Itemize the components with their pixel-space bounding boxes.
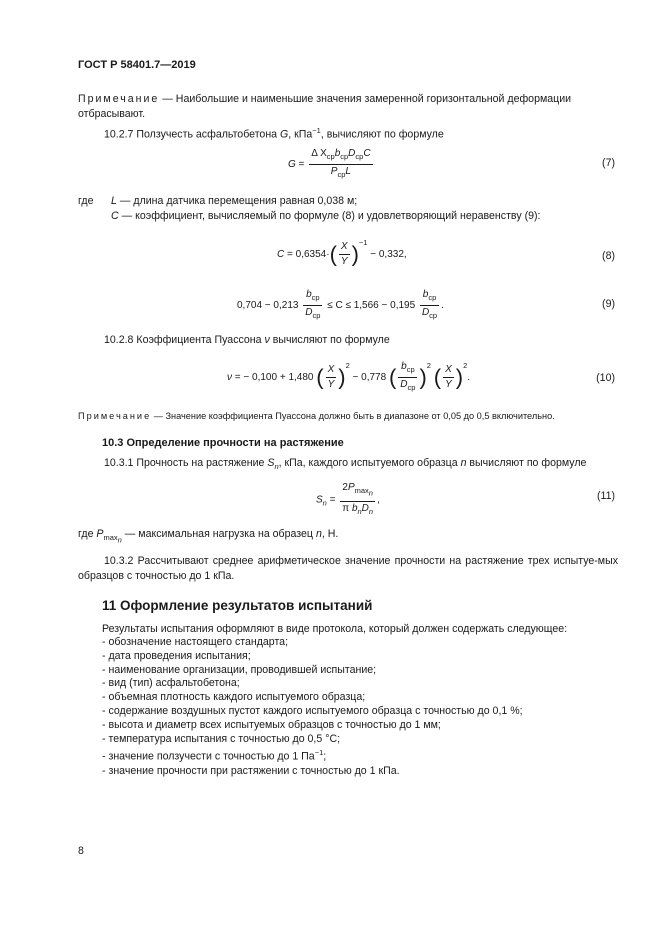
eq10-fraction-2 (398, 361, 417, 394)
where-C (111, 210, 540, 222)
where-P-max (78, 528, 338, 545)
eq10-exp1: 2 (345, 361, 350, 371)
document-header: ГОСТ Р 58401.7—2019 (78, 59, 196, 71)
eq11-lhs-sub: n (322, 498, 327, 508)
list-item: - дата проведения испытания; (102, 649, 251, 662)
eq7-lhs: G (288, 159, 296, 171)
formula-7: G = $\frac{\Delta X_{ср}b_{ср}D_{ср}C}{P_{ср}L}$ (288, 148, 371, 179)
note-creep-deformation (78, 92, 618, 122)
list-item: - содержание воздушных пустот каждого испытуемого образца с точностью до 0,1 %; (102, 704, 523, 717)
s103-sub-n: n (274, 462, 279, 472)
eq11-max: max (354, 486, 369, 495)
where-C-text: — коэффициент, вычисляемый по формуле (8) и удовлетворяющий неравенству (9): (118, 210, 541, 222)
eq9-b2: b (422, 289, 429, 300)
formula-11-number: (11) (596, 490, 615, 502)
list-item: - температура испытания с точностью до 0,5 °С; (102, 732, 341, 745)
where-L-text: — длина датчика перемещения равная 0,038 м; (116, 195, 358, 207)
eq11-pi: π (342, 502, 350, 514)
list-item-exp: −1 (314, 748, 324, 758)
note-poisson-range (78, 409, 618, 424)
eq9-b1: b (306, 289, 312, 300)
note-label: Примечание (78, 93, 160, 105)
heading-11: 11 Оформление результатов испытаний (102, 598, 373, 613)
where2-text: — максимальная нагрузка на образец (121, 528, 316, 540)
list-item: - обозначение настоящего стандарта; (102, 636, 289, 648)
eq11-d-n: n (368, 506, 374, 516)
eq9-left: 0,704 − 0,213 (237, 300, 299, 312)
eq11-b: b (351, 502, 358, 514)
eq8-lhs: C (277, 249, 285, 260)
s103-text2: , кПа, каждого испытуемого образца (278, 457, 461, 469)
s103-text1: 10.3.1 Прочность на растяжение (104, 457, 268, 469)
eq7-sub4: ср (337, 170, 346, 179)
note-text: — Наибольшие и наименьшие значения замеренной горизонтальной деформации отбрасывают. (78, 93, 572, 120)
where2-max-n: n (117, 535, 122, 545)
s1027-text1: 10.2.7 Ползучесть асфальтобетона (104, 128, 281, 141)
eq7-denominator (309, 165, 372, 181)
eq10-x2: X (445, 364, 452, 375)
eq11-fraction (340, 482, 375, 518)
eq11-d: D (361, 502, 369, 514)
list-item: - вид (тип) асфальтобетона; (102, 677, 240, 690)
eq10-sub1: ср (406, 365, 415, 374)
page-number: 8 (78, 845, 84, 857)
section-10-2-7 (78, 123, 618, 143)
eq9-d2: D (421, 307, 430, 318)
list-item: - высота и диаметр всех испытуемых образцов с точностью до 1 мм; (102, 718, 441, 731)
eq8-x: X (340, 240, 348, 252)
formula-7-number: (7) (602, 157, 615, 169)
where2-p: P (96, 528, 104, 540)
eq7-fraction (309, 148, 372, 181)
section-10-2-8 (78, 333, 618, 348)
s1028-var: ν (264, 334, 270, 346)
formula-11: $S_n$ = $\frac{2P_{max_n}}{\pi b_nD_n}$ , (316, 482, 380, 516)
eq11-lhs: S (316, 494, 323, 506)
eq9-sub3: ср (428, 293, 437, 302)
list-item: - значение прочности при растяжении с точностью до 1 кПа. (102, 764, 400, 777)
eq10-part1: = − 0,100 + 1,480 (234, 372, 314, 384)
eq7-num-tail: C (363, 148, 371, 159)
eq7-dx: Δ X (311, 148, 327, 159)
eq8-coef: = 0,6354· (287, 249, 330, 260)
eq8-exp: −1 (358, 238, 368, 247)
eq8-tail: − 0,332, (370, 249, 407, 260)
eq9-sub2: ср (312, 311, 321, 320)
eq11-comma: , (377, 494, 380, 506)
s1027-var: G (280, 128, 289, 141)
note2-label: Примечание (78, 411, 152, 421)
where-word-1: где (78, 195, 94, 207)
eq11-b-n: n (357, 506, 362, 516)
where-L (111, 195, 357, 207)
eq11-coef: 2 (342, 482, 348, 493)
eq9-d1: D (305, 307, 313, 318)
formula-8-number: (8) (602, 250, 615, 262)
eq7-numerator: Δ $X_{ср}b_{ср}D_{ср}C$ (309, 148, 372, 165)
eq10-exp2: 2 (426, 361, 431, 371)
list-item-tail: ; (323, 750, 327, 763)
formula-9 (237, 289, 444, 322)
eq10-d: D (400, 379, 408, 390)
eq10-fraction-1 (326, 364, 337, 391)
eq10-part2: − 0,778 (352, 372, 387, 384)
eq10-b: b (401, 361, 407, 372)
eq10-y1: Y (327, 379, 335, 390)
heading-10-3: 10.3 Определение прочности на растяжение (102, 437, 344, 449)
eq10-x1: X (327, 364, 335, 375)
s1028-text1: 10.2.8 Коэффициента Пуассона (104, 334, 265, 346)
eq7-p: P (330, 166, 338, 177)
formula-10: ν = − 0,100 + 1,480 ( $\frac{X}{Y}$ )$^2$ − 0,778 ( $\frac{b_{ср}}{D_{ср}}$ )$^2$ ( $\frac{X}{Y}$ )$^2$. (227, 361, 471, 392)
where2-tail: , Н. (321, 528, 339, 540)
note2-text: — Значение коэффициента Пуассона должно быть в диапазоне от 0,05 до 0,5 включительно. (151, 411, 555, 421)
eq9-sub4: ср (429, 311, 438, 320)
list-item: - наименование организации, проводившей испытание; (102, 663, 377, 676)
where2-word: где (78, 528, 97, 540)
formula-9-number: (9) (602, 298, 615, 310)
s103-text3: вычисляют по формуле (466, 457, 587, 469)
eq10-fraction-3 (443, 364, 454, 391)
eq10-dot: . (467, 372, 471, 384)
eq10-y2: Y (445, 379, 452, 390)
eq7-den-tail: L (345, 166, 351, 177)
eq7-sub3: ср (355, 152, 364, 161)
list-item: - объемная плотность каждого испытуемого образца; (102, 691, 366, 704)
eq7-sub2: ср (340, 152, 349, 161)
eq10-exp3: 2 (463, 361, 468, 371)
results-protocol-list (102, 636, 622, 779)
eq9-sub1: ср (311, 293, 320, 302)
eq10-lhs: ν (227, 372, 232, 384)
eq9-dot: . (441, 300, 444, 312)
section-10-3-2: 10.3.2 Рассчитывают среднее арифметическое значение прочности на растяжение трех испытуе-мых образцов с точностью до 1 кПа. (78, 555, 618, 582)
where-C-var: C (111, 210, 119, 222)
list-item (102, 746, 622, 764)
eq8-y: Y (340, 255, 348, 267)
s103-n: n (460, 457, 467, 469)
eq9-fraction-2 (420, 289, 439, 322)
eq7-sub1: ср (326, 152, 335, 161)
s103-s: S (267, 457, 275, 469)
eq9-fraction-1 (303, 289, 322, 322)
eq8-fraction (339, 241, 350, 268)
where2-max: max (103, 533, 118, 543)
s1027-exp: −1 (312, 126, 321, 135)
s1028-text2: вычисляют по формуле (269, 334, 390, 346)
s1027-text3: , вычисляют по формуле (320, 128, 444, 141)
where2-n: n (315, 528, 322, 540)
eq11-max-n: n (368, 488, 373, 498)
eq11-p: P (347, 482, 355, 493)
s1027-text2: , кПа (288, 128, 313, 141)
list-item-text: - значение ползучести с точностью до 1 Па (102, 750, 315, 763)
formula-8: C = 0,6354·( $\frac{X}{Y}$ )$^{-1}$ − 0,332, (277, 238, 407, 267)
eq10-sub2: ср (407, 383, 416, 392)
where-L-var: L (111, 195, 117, 207)
eq9-mid: ≤ C ≤ 1,566 − 0,195 (327, 300, 416, 312)
section-10-3-1 (78, 456, 618, 474)
formula-10-number: (10) (596, 372, 615, 384)
section-11-intro: Результаты испытания оформляют в виде протокола, который должен содержать следующее: (102, 623, 568, 635)
